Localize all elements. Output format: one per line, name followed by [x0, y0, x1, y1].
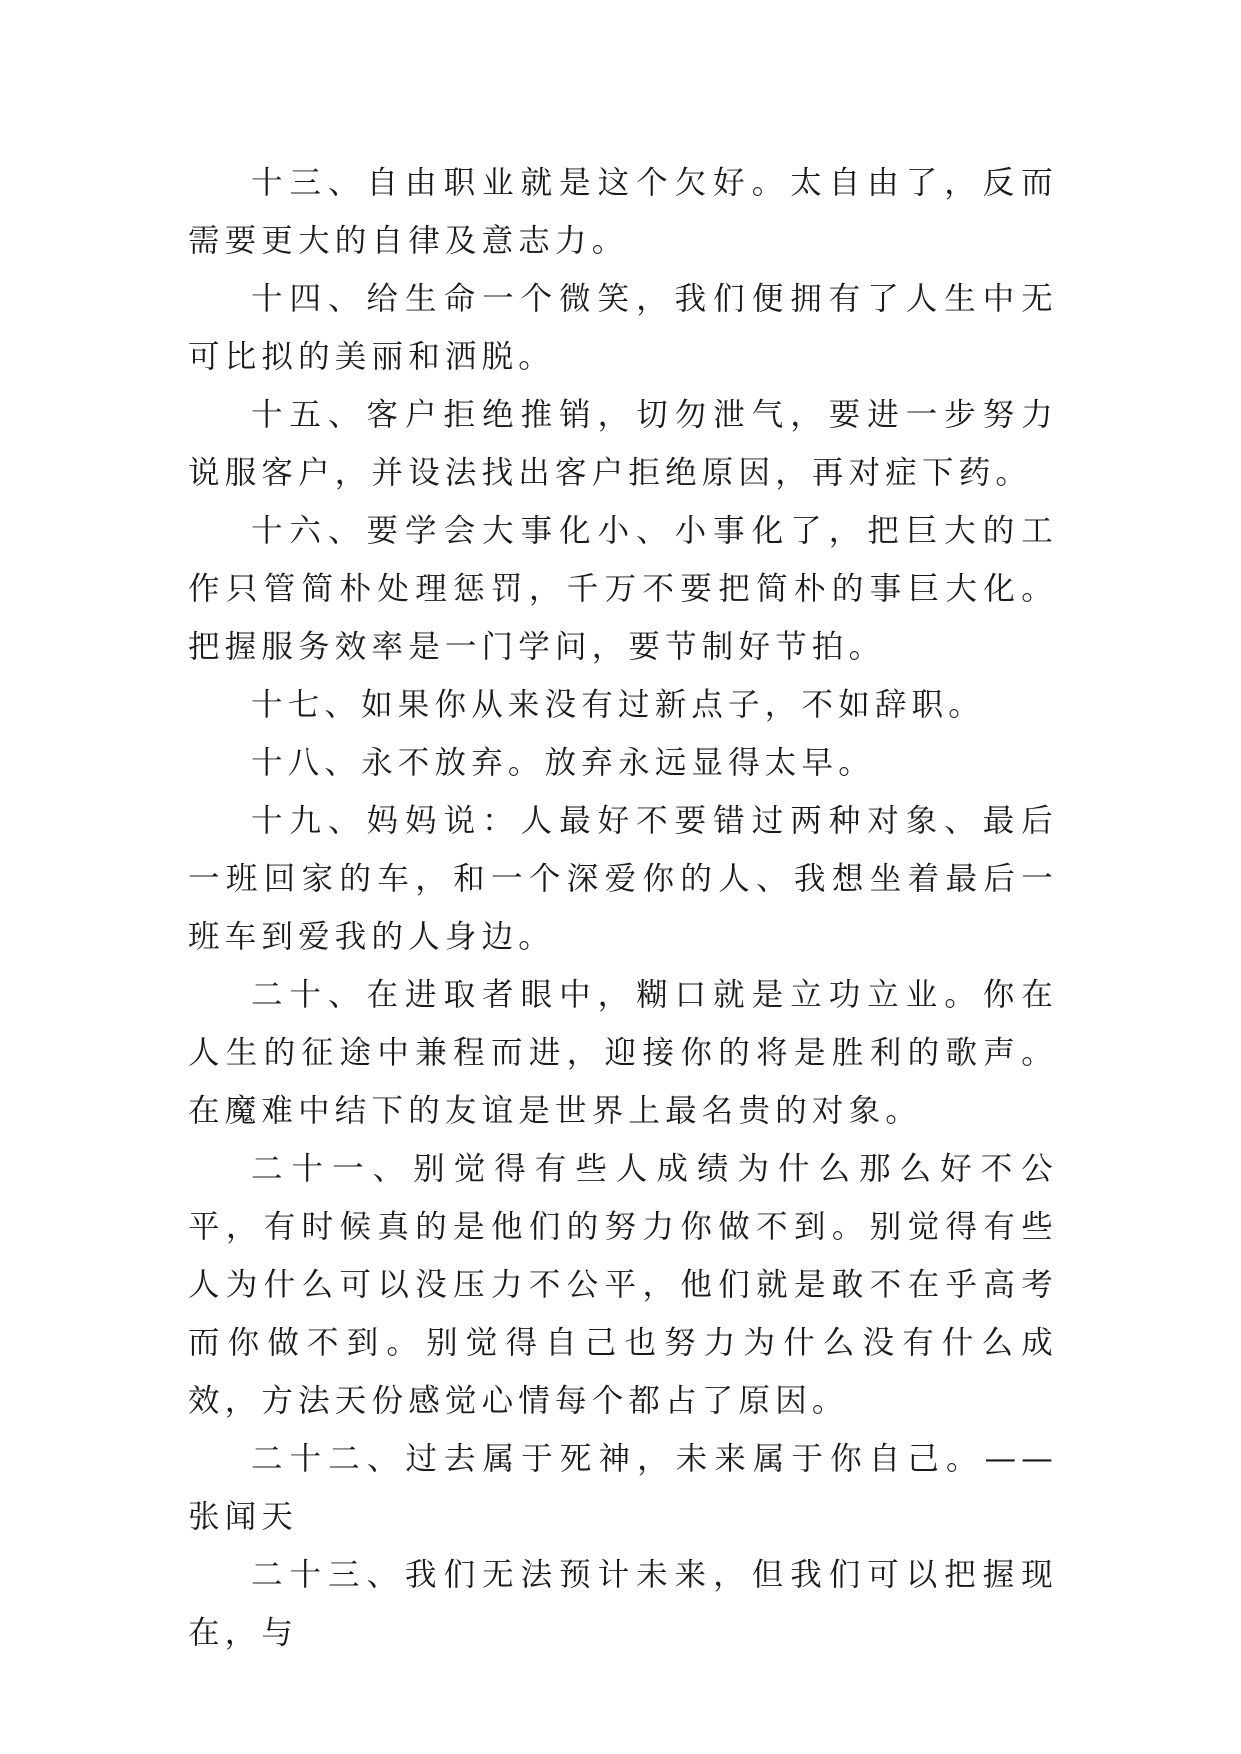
paragraph-18: 十八、永不放弃。放弃永远显得太早。: [251, 745, 875, 781]
paragraph-15: 十五、客户拒绝推销，切勿泄气，要进一步努力说服客户，并设法找出客户拒绝原因，再对症下药。: [188, 397, 1058, 491]
paragraph-22: 二十二、过去属于死神，未来属于你自己。——张闻天: [188, 1441, 1058, 1535]
document-body: [188, 154, 1058, 1662]
paragraph-20: 二十、在进取者眼中，糊口就是立功立业。你在人生的征途中兼程而进，迎接你的将是胜利的歌声。在魔难中结下的友谊是世界上最名贵的对象。: [188, 977, 1058, 1129]
paragraph-23: 二十三、我们无法预计未来，但我们可以把握现在，与: [188, 1557, 1058, 1651]
paragraph-19: 十九、妈妈说：人最好不要错过两种对象、最后一班回家的车，和一个深爱你的人、我想坐着最后一班车到爱我的人身边。: [188, 803, 1058, 955]
paragraph-14: 十四、给生命一个微笑，我们便拥有了人生中无可比拟的美丽和洒脱。: [188, 281, 1058, 375]
paragraph-21: 二十一、别觉得有些人成绩为什么那么好不公平，有时候真的是他们的努力你做不到。别觉得有些人为什么可以没压力不公平，他们就是敢不在乎高考而你做不到。别觉得自己也努力为什么没有什么成效，方法天份感觉心情每个都占了原因。: [188, 1151, 1058, 1419]
paragraph-13: 十三、自由职业就是这个欠好。太自由了，反而需要更大的自律及意志力。: [188, 165, 1058, 259]
paragraph-17: 十七、如果你从来没有过新点子，不如辞职。: [251, 687, 986, 723]
paragraph-16: 十六、要学会大事化小、小事化了，把巨大的工作只管简朴处理惩罚，千万不要把简朴的事巨大化。把握服务效率是一门学问，要节制好节拍。: [188, 513, 1058, 665]
